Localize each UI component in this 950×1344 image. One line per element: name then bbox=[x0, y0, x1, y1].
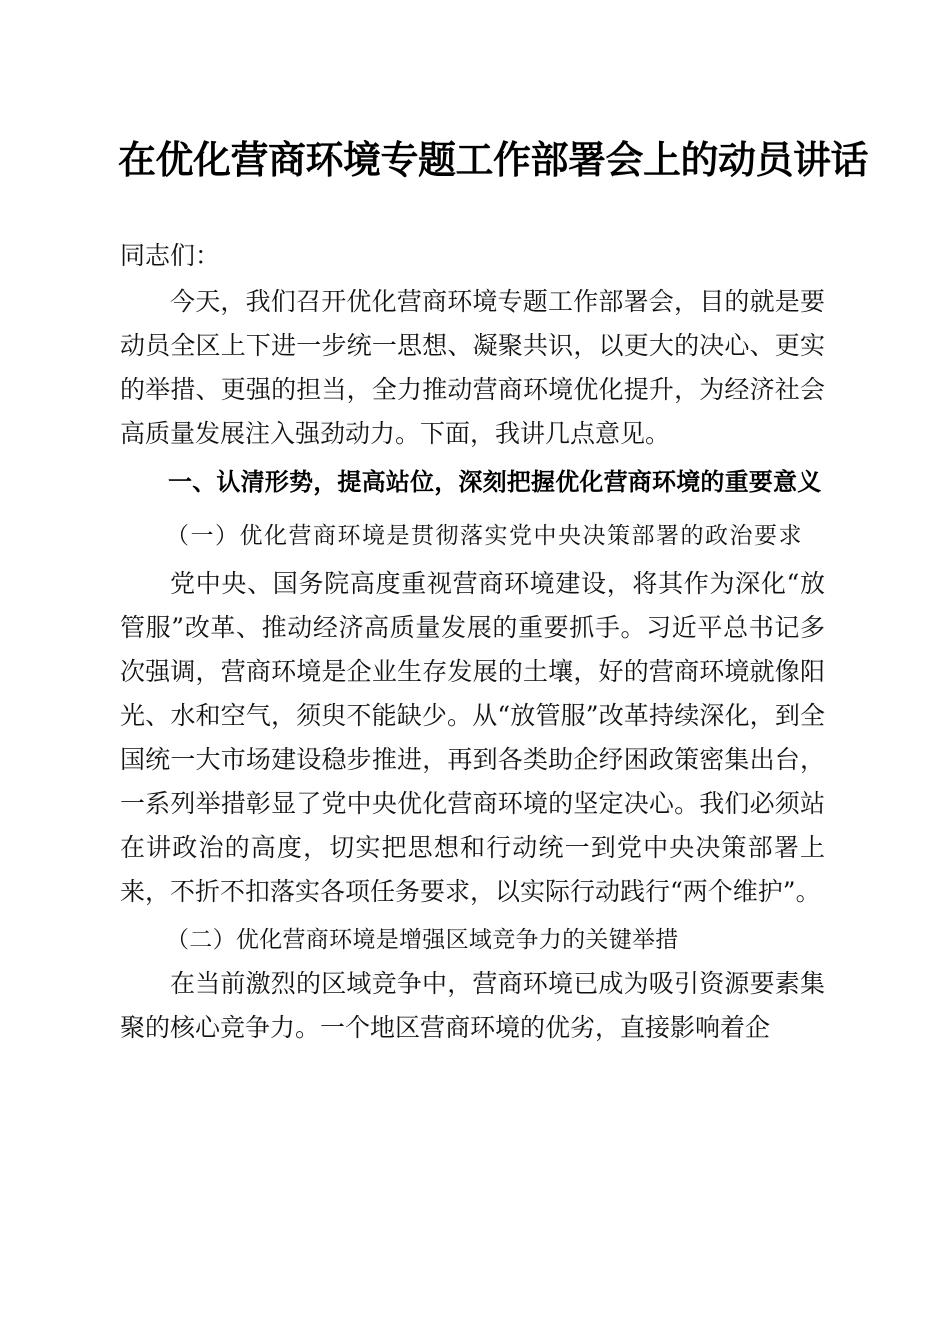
document-body bbox=[120, 234, 825, 1050]
section-heading-1: 一、认清形势，提高站位，深刻把握优化营商环境的重要意义 bbox=[168, 468, 822, 496]
subsection-body-1: 党中央、国务院高度重视营商环境建设，将其作为深化“放管服”改革、推动经济高质量发展的重要抓手。习近平总书记多次强调，营商环境是企业生存发展的土壤，好的营商环境就像阳光、水和空气，须臾不能缺少。从“放管服”改革持续深化，到全国统一大市场建设稳步推进，再到各类助企纾困政策密集出台，一系列举措彰显了党中央优化营商环境的坚定决心。我们必须站在讲政治的高度，切实把思想和行动统一到党中央决策部署上来，不折不扣落实各项任务要求，以实际行动践行“两个维护”。 bbox=[120, 569, 825, 906]
intro-paragraph: 今天，我们召开优化营商环境专题工作部署会，目的就是要动员全区上下进一步统一思想、凝聚共识，以更大的决心、更实的举措、更强的担当，全力推动营商环境优化提升，为经济社会高质量发展注入强劲动力。下面，我讲几点意见。 bbox=[120, 287, 825, 448]
subsection-heading-1: （一）优化营商环境是贯彻落实党中央决策部署的政治要求 bbox=[166, 523, 803, 549]
subsection-body-2: 在当前激烈的区域竞争中，营商环境已成为吸引资源要素集聚的核心竞争力。一个地区营商环境的优劣，直接影响着企 bbox=[120, 969, 825, 1042]
salutation: 同志们： bbox=[120, 241, 221, 270]
document-title: 在优化营商环境专题工作部署会上的动员讲话 bbox=[118, 137, 869, 182]
subsection-heading-2: （二）优化营商环境是增强区域竞争力的关键举措 bbox=[166, 927, 679, 953]
